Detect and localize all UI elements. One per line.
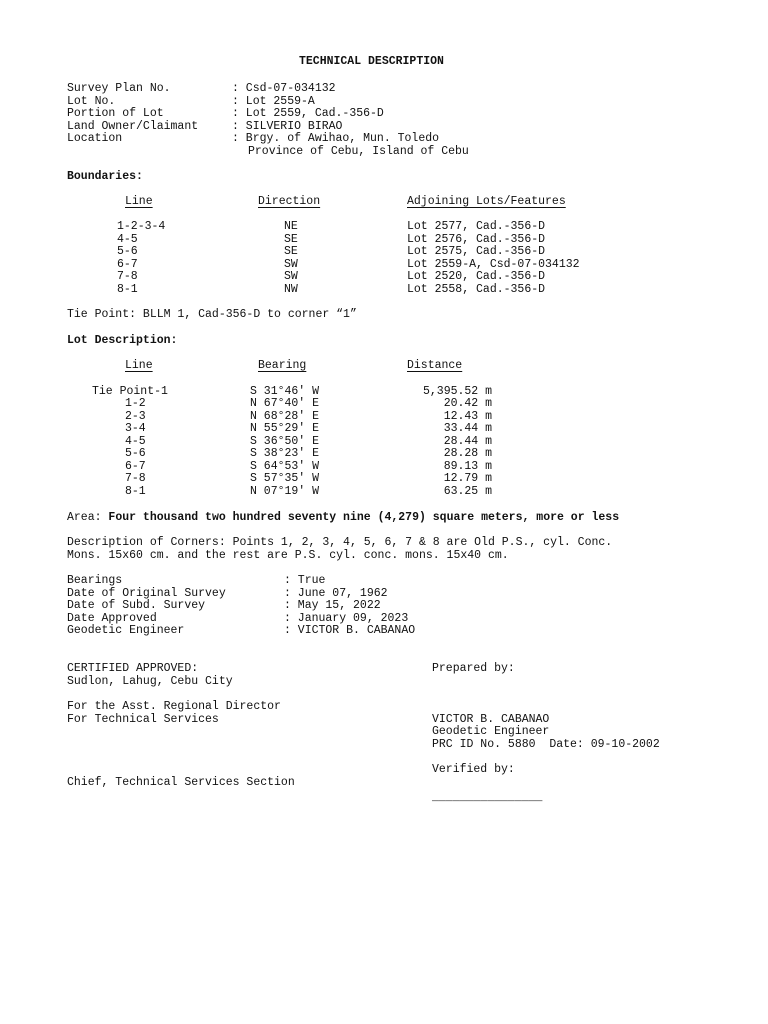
certified-approved: CERTIFIED APPROVED: <box>67 662 199 675</box>
lot-distance: 5,395.52 m <box>422 385 492 398</box>
area-value: Four thousand two hundred seventy nine (4,279) square meters, more or less <box>108 511 620 524</box>
boundaries-header-adjoining: Adjoining Lots/Features <box>407 195 566 208</box>
corners-line-2: Mons. 15x60 cm. and the rest are P.S. cyl. conc. mons. 15x40 cm. <box>67 549 509 562</box>
portion-value: : Lot 2559, Cad.-356-D <box>232 107 384 120</box>
boundary-line: 4-5 <box>117 233 138 246</box>
boundary-direction: SE <box>284 233 298 246</box>
lot-line: 7-8 <box>125 472 146 485</box>
document-title: TECHNICAL DESCRIPTION <box>299 55 444 68</box>
signature-line: ________________ <box>432 791 543 804</box>
corners-line-1: Description of Corners: Points 1, 2, 3, 4, 5, 6, 7 & 8 are Old P.S., cyl. Conc. <box>67 536 613 549</box>
tie-point-text: Tie Point: BLLM 1, Cad-356-D to corner “1” <box>67 308 357 321</box>
portion-label: Portion of Lot <box>67 107 164 120</box>
preparer-prc: PRC ID No. 5880 Date: 09-10-2002 <box>432 738 660 751</box>
survey-plan-value: : Csd-07-034132 <box>232 82 336 95</box>
boundary-adjoining: Lot 2520, Cad.-356-D <box>407 270 546 283</box>
boundary-direction: NW <box>284 283 298 296</box>
lot-bearing: N 07°19' W <box>250 485 320 498</box>
boundary-direction: SE <box>284 245 298 258</box>
survey-plan-label: Survey Plan No. <box>67 82 171 95</box>
subd-survey-value: : May 15, 2022 <box>284 599 381 612</box>
lot-line: 4-5 <box>125 435 146 448</box>
for-technical-services: For Technical Services <box>67 713 219 726</box>
lot-distance: 89.13 m <box>443 460 492 473</box>
lot-distance: 20.42 m <box>443 397 492 410</box>
date-approved-label: Date Approved <box>67 612 157 625</box>
boundary-line: 8-1 <box>117 283 138 296</box>
preparer-title: Geodetic Engineer <box>432 725 550 738</box>
original-survey-value: : June 07, 1962 <box>284 587 388 600</box>
lot-bearing: S 31°46' W <box>250 385 320 398</box>
boundary-adjoining: Lot 2577, Cad.-356-D <box>407 220 546 233</box>
lot-distance: 12.43 m <box>443 410 492 423</box>
geodetic-engineer-label: Geodetic Engineer <box>67 624 185 637</box>
bearings-label: Bearings <box>67 574 123 587</box>
area-label: Area: <box>67 511 109 524</box>
lot-no-label: Lot No. <box>67 95 116 108</box>
boundary-adjoining: Lot 2575, Cad.-356-D <box>407 245 546 258</box>
lot-line: 6-7 <box>125 460 146 473</box>
date-approved-value: : January 09, 2023 <box>284 612 409 625</box>
lot-bearing: N 68°28' E <box>250 410 320 423</box>
owner-label: Land Owner/Claimant <box>67 120 199 133</box>
boundary-adjoining: Lot 2576, Cad.-356-D <box>407 233 546 246</box>
lot-bearing: S 38°23' E <box>250 447 320 460</box>
lot-distance: 12.79 m <box>443 472 492 485</box>
lot-header-line: Line <box>125 359 153 372</box>
lot-bearing: S 64°53' W <box>250 460 320 473</box>
lot-distance: 63.25 m <box>443 485 492 498</box>
location-value-1: : Brgy. of Awihao, Mun. Toledo <box>232 132 440 145</box>
subd-survey-label: Date of Subd. Survey <box>67 599 206 612</box>
lot-bearing: S 36°50' E <box>250 435 320 448</box>
boundary-adjoining: Lot 2558, Cad.-356-D <box>407 283 546 296</box>
boundary-direction: SW <box>284 258 298 271</box>
chief-section: Chief, Technical Services Section <box>67 776 295 789</box>
lot-no-value: : Lot 2559-A <box>232 95 315 108</box>
boundaries-header-direction: Direction <box>258 195 321 208</box>
lot-bearing: S 57°35' W <box>250 472 320 485</box>
lot-line: 3-4 <box>125 422 146 435</box>
lot-distance: 33.44 m <box>443 422 492 435</box>
bearings-value: : True <box>284 574 326 587</box>
lot-line: 1-2 <box>125 397 146 410</box>
lot-header-distance: Distance <box>407 359 463 372</box>
verified-by: Verified by: <box>432 763 515 776</box>
boundary-line: 5-6 <box>117 245 138 258</box>
boundary-line: 7-8 <box>117 270 138 283</box>
boundary-direction: SW <box>284 270 298 283</box>
certified-address: Sudlon, Lahug, Cebu City <box>67 675 233 688</box>
lot-header-bearing: Bearing <box>258 359 307 372</box>
boundary-line: 1-2-3-4 <box>117 220 166 233</box>
boundaries-header-line: Line <box>125 195 153 208</box>
lot-line: 8-1 <box>125 485 146 498</box>
area-line <box>67 511 619 524</box>
geodetic-engineer-value: : VICTOR B. CABANAO <box>284 624 416 637</box>
lot-line: 5-6 <box>125 447 146 460</box>
location-value-2: Province of Cebu, Island of Cebu <box>248 145 469 158</box>
original-survey-label: Date of Original Survey <box>67 587 226 600</box>
boundary-line: 6-7 <box>117 258 138 271</box>
lot-bearing: N 67°40' E <box>250 397 320 410</box>
location-label: Location <box>67 132 123 145</box>
boundary-direction: NE <box>284 220 298 233</box>
preparer-name: VICTOR B. CABANAO <box>432 713 550 726</box>
lot-distance: 28.44 m <box>443 435 492 448</box>
lot-description-heading: Lot Description: <box>67 334 178 347</box>
for-director: For the Asst. Regional Director <box>67 700 281 713</box>
boundaries-heading: Boundaries: <box>67 170 143 183</box>
owner-value: : SILVERIO BIRAO <box>232 120 343 133</box>
lot-bearing: N 55°29' E <box>250 422 320 435</box>
lot-line: 2-3 <box>125 410 146 423</box>
prepared-by: Prepared by: <box>432 662 515 675</box>
lot-line: Tie Point-1 <box>92 385 168 398</box>
boundary-adjoining: Lot 2559-A, Csd-07-034132 <box>407 258 580 271</box>
lot-distance: 28.28 m <box>443 447 492 460</box>
